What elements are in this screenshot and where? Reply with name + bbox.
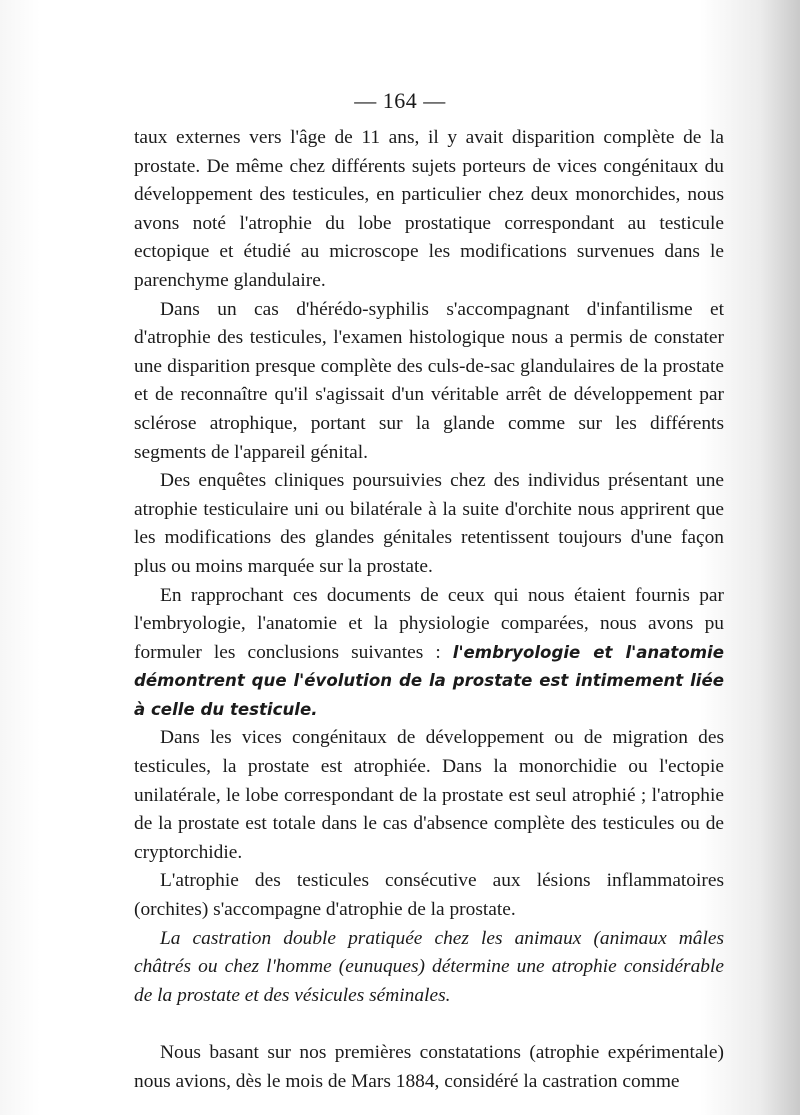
- page-number: — 164 —: [354, 88, 446, 113]
- paragraph-4-text: En rapprochant ces documents de ceux qui nous étaient fournis par l'embryologie, l'anatomie et la physiologie comparées, nous avons pu formuler les conclusions suivantes :: [134, 584, 724, 663]
- paragraph-8: Nous basant sur nos premières constatations (atrophie expérimentale) nous avions, dès le mois de Mars 1884, considéré la castration comme: [134, 1042, 724, 1092]
- paragraph-gap: [134, 1010, 724, 1039]
- paragraph-5: Dans les vices congénitaux de développement ou de migration des testicules, la prostate est atrophiée. Dans la monorchidie ou l'ectopie unilatérale, le lobe correspondant de la prostate est seul atrophié ; l'atrophie de la prostate est totale dans le cas d'absence complète des testicules ou de cryptorchidie.: [134, 727, 724, 863]
- text-body: [134, 124, 724, 1097]
- paragraph-6: L'atrophie des testicules consécutive aux lésions inflammatoires (orchites) s'accompagne d'atrophie de la prostate.: [134, 870, 724, 921]
- paragraph-4: [134, 582, 724, 725]
- paragraph-7: La castration double pratiquée chez les animaux (animaux mâles châtrés ou chez l'homme (eunuques) détermine une atrophie considérable de la prostate et des vésicules séminales.: [134, 927, 724, 1006]
- paragraph-4-emphasis: l'embryologie et l'anatomie démontrent que l'évolution de la prostate est intimement liée à celle du testicule.: [134, 642, 724, 719]
- paragraph-2: Dans un cas d'hérédo-syphilis s'accompagnant d'infantilisme et d'atrophie des testicules, l'examen histologique nous a permis de constater une disparition presque complète des culs-de-sac glandulaires de la prostate et de reconnaître qu'il s'agissait d'un véritable arrêt de développement par sclérose atrophique, portant sur la glande comme sur les différents segments de l'appareil génital.: [134, 298, 724, 463]
- paragraph-1: taux externes vers l'âge de 11 ans, il y avait disparition complète de la prostate. De même chez différents sujets porteurs de vices congénitaux du développement des testicules, en particulier chez deux monorchides, nous avons noté l'atrophie du lobe prostatique correspondant au testicule ectopique et étudié au microscope les modifications survenues dans le parenchyme glandulaire.: [134, 127, 724, 291]
- paragraph-3: Des enquêtes cliniques poursuivies chez des individus présentant une atrophie testiculaire uni ou bilatérale à la suite d'orchite nous apprirent que les modifications des glandes génitales retentissent toujours d'une façon plus ou moins marquée sur la prostate.: [134, 470, 724, 577]
